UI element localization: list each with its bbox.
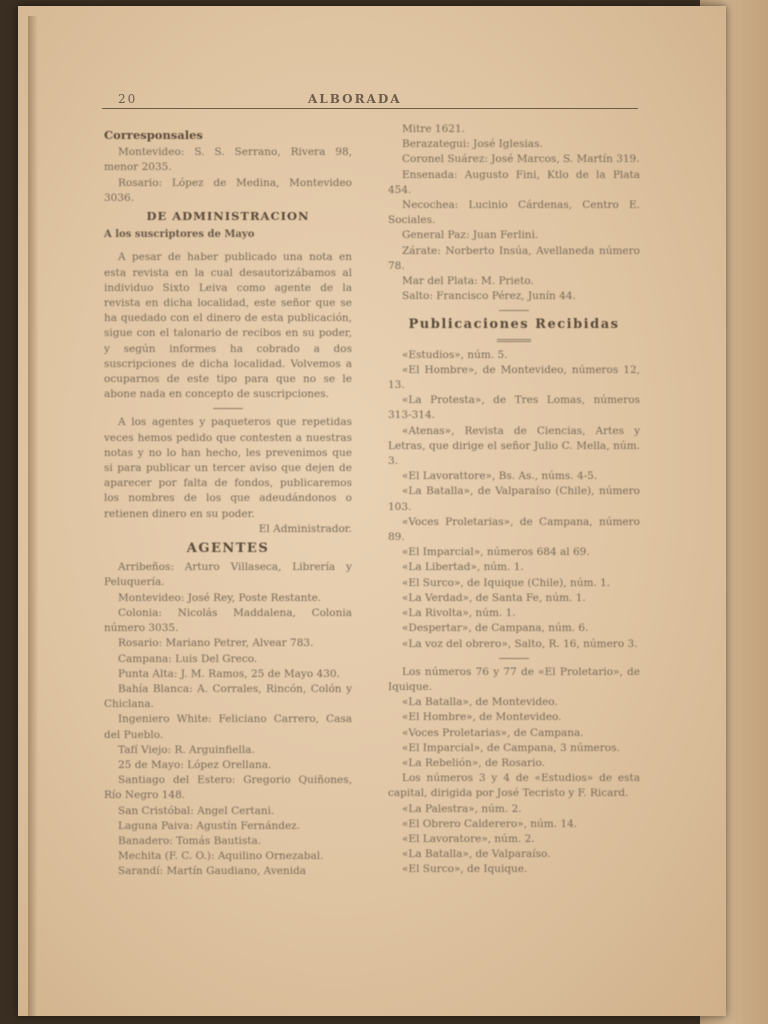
administracion-subheading: A los suscriptores de Mayo (104, 229, 255, 241)
administracion-paragraph: A los agentes y paqueteros que repetidas veces hemos pedido que contesten a nuestras notas y no lo han hecho, les prevenimos que si para publicar un tercer aviso que dejen de aparecer por falta de fondos, publicaremos los nombres de los que adeudándonos o retienen dinero en su poder. (104, 416, 352, 520)
publication-entry: «La voz del obrero», Salto, R. 16, número 3. (402, 637, 638, 650)
divider (499, 310, 529, 311)
agent-entry: Berazategui: José Iglesias. (402, 138, 543, 151)
publication-entry: «Atenas», Revista de Ciencias, Artes y Letras, que dirige el señor Julio C. Mella, núm. 3. (388, 424, 640, 468)
agent-entry: Mar del Plata: M. Prieto. (402, 275, 534, 288)
section-heading-publicaciones: Publicaciones Recibidas (408, 317, 620, 333)
publication-entry: Los números 3 y 4 de «Estudios» de esta capital, dirigida por José Tecristo y F. Ricard. (388, 772, 640, 800)
publication-entry: «La Batalla», de Montevideo. (402, 696, 558, 709)
publication-entry: «El Lavoratore», núm. 2. (402, 832, 535, 845)
agent-entry: Banadero: Tomás Bautista. (118, 834, 262, 847)
agent-entry: Santiago del Estero: Gregorio Quiñones, Río Negro 148. (104, 774, 352, 802)
agent-entry: Necochea: Lucinio Cárdenas, Centro E. Sociales. (388, 199, 640, 227)
publication-entry: «Voces Proletarias», de Campana, número 89. (388, 515, 640, 544)
agent-entry: Arribeños: Arturo Villaseca, Librería y Peluquería. (104, 561, 352, 589)
divider (497, 339, 531, 342)
publication-title: ALBORADA (308, 92, 402, 106)
agent-entry: Ensenada: Augusto Fini, Ktlo de la Plata 454. (388, 168, 640, 196)
publication-entry: «La Rivolta», núm. 1. (402, 607, 516, 620)
agent-entry: Salto: Francisco Pérez, Junín 44. (402, 290, 576, 303)
agent-entry: Bahía Blanca: A. Corrales, Rincón, Colón y Chiclana. (104, 682, 352, 711)
publication-entry: «La Libertad», núm. 1. (402, 561, 524, 574)
page-edge-shadow (28, 16, 38, 1016)
right-column (388, 122, 640, 878)
agent-entry: Sarandí: Martín Gaudiano, Avenida (118, 865, 307, 878)
publication-entry: «La Batalla», de Valparaíso. (402, 848, 551, 861)
publication-paragraph: Los números 76 y 77 de «El Proletario», de Iquique. (388, 665, 640, 693)
agent-entry: Mitre 1621. (402, 123, 465, 135)
publication-entry: «Despertar», de Campana, núm. 6. (402, 622, 589, 635)
agent-entry: Laguna Paiva: Agustín Fernández. (118, 819, 301, 832)
publication-entry: «El Hombre», de Montevideo, números 12, 13. (388, 363, 640, 392)
publication-entry: «El Lavorattore», Bs. As., núms. 4-5. (402, 470, 598, 483)
agent-entry: Ingeniero White: Feliciano Carrero, Casa del Pueblo. (104, 713, 352, 741)
corresponsal-entry: Rosario: López de Medina, Montevideo 3036. (104, 176, 352, 204)
divider (499, 658, 529, 659)
agent-entry: Punta Alta: J. M. Ramos, 25 de Mayo 430. (118, 667, 340, 680)
agent-entry: General Paz: Juan Ferlini. (402, 229, 539, 242)
agent-entry: Tafí Viejo: R. Arguinfiella. (118, 743, 255, 756)
publication-entry: «El Surco», de Iquique (Chile), núm. 1. (402, 576, 611, 589)
agent-entry: Montevideo: José Rey, Poste Restante. (118, 591, 322, 604)
administracion-signature: El Administrador. (258, 522, 352, 535)
agent-entry: 25 de Mayo: López Orellana. (118, 758, 272, 771)
agent-entry: Zárate: Norberto Insúa, Avellaneda número 78. (388, 244, 640, 272)
publication-entry: «Estudios», núm. 5. (402, 348, 508, 361)
section-heading-agentes: AGENTES (186, 541, 270, 557)
left-column (104, 128, 352, 880)
publication-entry: «La Protesta», de Tres Lomas, números 313-314. (388, 394, 640, 422)
section-heading-corresponsales: Corresponsales (104, 128, 203, 142)
publication-entry: «La Rebelión», de Rosario. (402, 756, 545, 769)
administracion-paragraph: A pesar de haber publicado una nota en esta revista en la cual desautorizábamos al individuo Sixto Leiva como agente de la revista en dicha localidad, este señor que se ha quedado con el dinero de esta publicación, sigue con el talonario de recibos en su poder, y según informes ha cobrado a dos suscripciones de dicha localidad. Volvemos a ocuparnos de este tipo para que no se le abone nada en concepto de suscripciones. (104, 251, 352, 401)
page-number: 20 (118, 92, 138, 106)
publication-entry: «La Batalla», de Valparaíso (Chile), número 103. (388, 485, 640, 513)
divider (213, 408, 243, 409)
running-header (102, 90, 638, 109)
agent-entry: Campana: Luis Del Greco. (118, 652, 258, 665)
publication-entry: «La Palestra», núm. 2. (402, 802, 522, 815)
section-heading-administracion: DE ADMINISTRACION (146, 209, 310, 224)
publication-entry: «Voces Proletarias», de Campana. (402, 726, 584, 739)
corresponsal-entry: Montevideo: S. S. Serrano, Rivera 98, menor 2035. (104, 146, 352, 174)
publication-entry: «La Verdad», de Santa Fe, núm. 1. (402, 591, 586, 604)
publication-entry: «El Surco», de Iquique. (402, 863, 528, 876)
publication-entry: «El Obrero Calderero», núm. 14. (402, 817, 578, 830)
agent-entry: Rosario: Mariano Petrer, Alvear 783. (118, 637, 314, 650)
agent-entry: Mechita (F. C. O.): Aquilino Ornezabal. (118, 850, 324, 863)
publication-entry: «El Imparcial», números 684 al 69. (402, 546, 590, 559)
publication-entry: «El Imparcial», de Campana, 3 números. (402, 741, 620, 754)
agent-entry: San Cristóbal: Angel Certani. (118, 804, 275, 817)
agent-entry: Colonia: Nicolás Maddalena, Colonia número 3035. (104, 606, 352, 635)
publication-entry: «El Hombre», de Montevideo. (402, 711, 562, 724)
agent-entry: Coronel Suárez: José Marcos, S. Martín 319. (402, 153, 640, 166)
